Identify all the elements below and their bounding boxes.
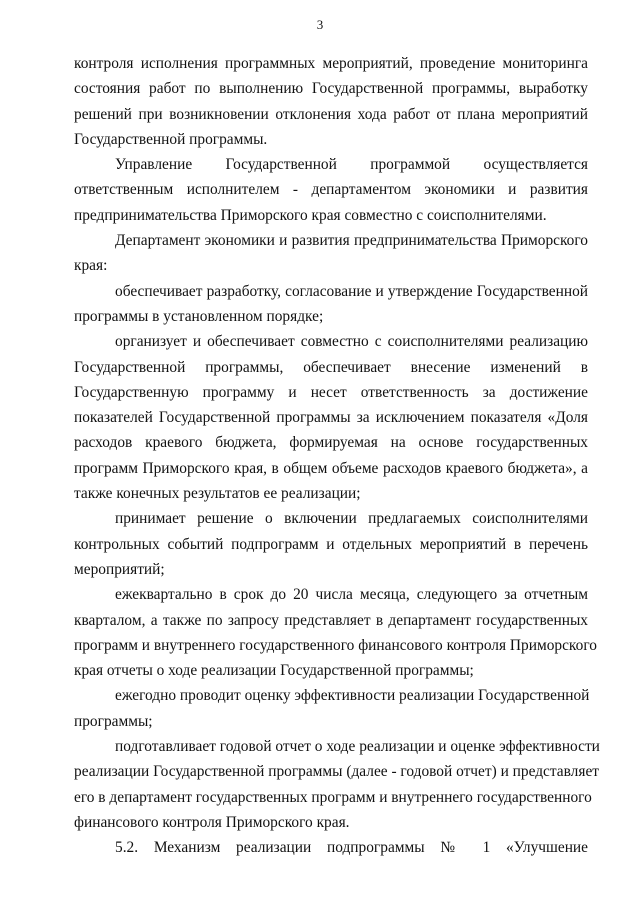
- text-line: состояния работ по выполнению Государственной программы, выработку: [74, 80, 588, 98]
- text-line: предпринимательства Приморского края совместно с соисполнителями.: [74, 206, 547, 224]
- text-line: программ Приморского края, в общем объеме расходов краевого бюджета», а: [74, 459, 588, 477]
- text-line: Государственную программу и несет ответственность за достижение: [74, 383, 588, 401]
- text-line: также конечных результатов ее реализации;: [74, 485, 361, 503]
- text-line: принимает решение о включении предлагаемых соисполнителями: [115, 510, 588, 528]
- text-line: его в департамент государственных программ и внутреннего государственного: [74, 788, 592, 806]
- paragraph: [74, 51, 588, 152]
- paragraph: [74, 152, 588, 228]
- text-line: контроля исполнения программных мероприятий, проведение мониторинга: [74, 55, 588, 72]
- text-line: программы;: [74, 712, 153, 730]
- text-line: показателей Государственной программы за исключением показателя «Доля: [74, 409, 588, 427]
- paragraph: [74, 734, 600, 835]
- paragraph: [74, 506, 588, 582]
- text-line: ответственным исполнителем - департаментом экономики и развития: [74, 181, 588, 199]
- text-line: мероприятий;: [74, 560, 165, 578]
- text-line: расходов краевого бюджета, формируемая на основе государственных: [74, 434, 588, 452]
- paragraph: [74, 228, 588, 279]
- text-line: Управление Государственной программой осуществляется: [115, 156, 588, 174]
- text-line: Государственной программы, обеспечивает внесение изменений в: [74, 358, 588, 376]
- text-line: кварталом, а также по запросу представляет в департамент государственных: [74, 611, 588, 629]
- paragraph: [74, 582, 597, 683]
- text-line: финансового контроля Приморского края.: [74, 813, 350, 831]
- paragraph: [74, 329, 588, 506]
- text-line: края отчеты о ходе реализации Государственной программы;: [74, 662, 474, 680]
- text-line: обеспечивает разработку, согласование и утверждение Государственной: [115, 282, 588, 300]
- text-line: Государственной программы.: [74, 130, 268, 148]
- text-line: программ и внутреннего государственного финансового контроля Приморского: [74, 636, 597, 654]
- text-line: подготавливает годовой отчет о ходе реализации и оценке эффективности: [115, 738, 600, 756]
- text-line: реализации Государственной программы (далее - годовой отчет) и представляет: [74, 763, 600, 781]
- text-line: ежеквартально в срок до 20 числа месяца, следующего за отчетным: [115, 586, 588, 604]
- paragraph: [74, 683, 588, 734]
- text-line: программы в установленном порядке;: [74, 307, 324, 325]
- document-body: [74, 51, 600, 861]
- page-number: 3: [316, 17, 324, 32]
- text-line: Департамент экономики и развития предпринимательства Приморского: [115, 232, 588, 250]
- paragraph: [74, 835, 588, 860]
- text-line: края:: [74, 257, 108, 275]
- paragraph: [74, 279, 588, 330]
- text-line: контрольных событий подпрограмм и отдельных мероприятий в перечень: [74, 535, 588, 553]
- text-line: решений при возникновении отклонения хода работ от плана мероприятий: [74, 105, 588, 123]
- text-line: 5.2. Механизм реализации подпрограммы № 1 «Улучшение: [115, 839, 588, 857]
- text-line: организует и обеспечивает совместно с соисполнителями реализацию: [115, 333, 588, 351]
- text-line: ежегодно проводит оценку эффективности реализации Государственной: [115, 687, 590, 705]
